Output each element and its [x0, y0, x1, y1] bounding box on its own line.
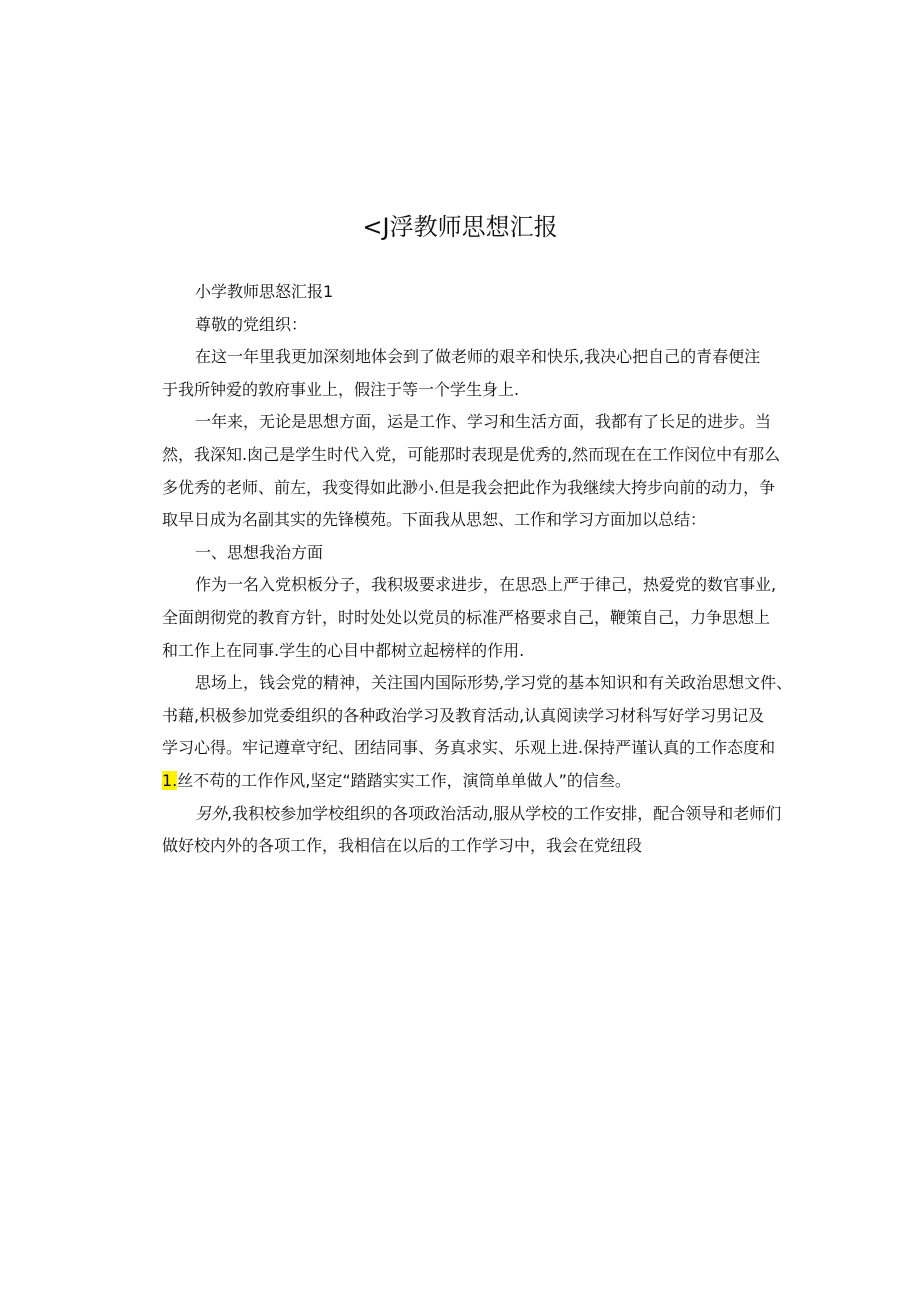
paragraph-line: 和工作上在同事.学生的心目中都树立起榜样的作用.: [162, 640, 525, 660]
paragraph-line: 全面朗彻党的教育方针，时时处处以党员的标准严格要求自己，鞭策自己，力争思想上: [162, 607, 771, 627]
paragraph-line: 书藉,枳极参加党委组织的各种政治学习及教育活动,认真阅读学习材科写好学习男记及: [162, 705, 765, 725]
paragraph-line: 思场上，钱会党的精神，关注国内国际形势,学习党的基本知识和有关政治思想文件、: [195, 673, 793, 693]
line-text: ,我积校参加学校组织的各项政治活动,服从学校的工作安排，配合领导和老师们: [227, 803, 782, 823]
paragraph-line: 学习心得。牢记遵章守纪、团结同事、务真求实、乐观上进.保持严谨认真的工作态度和: [162, 738, 776, 758]
paragraph-line: 一年来，无论是思想方面，运是工作、学习和生活方面，我都有了长足的进步。当: [195, 412, 772, 432]
paragraph-line: 于我所钟爱的敦府事业上，假注于等一个学生身上.: [162, 379, 520, 399]
paragraph-line: 在这一年里我更加深刻地体会到了做老师的艰辛和快乐,我决心把自己的青春便注: [195, 347, 761, 367]
subtitle-line: 小学教师思怒汇报1: [195, 282, 334, 301]
paragraph-line: 多优秀的老师、前左，我变得如此渺小.但是我会把此作为我继续大挎步向前的动力，争: [162, 477, 776, 497]
salutation-line: 尊敬的党组织：: [195, 314, 308, 334]
italic-text: 另外: [195, 803, 228, 823]
section-heading: 一、思想我治方面: [195, 542, 324, 562]
paragraph-line: 取早日成为名副其实的先锋模苑。下面我从思恕、工作和学习方面加以总结：: [162, 510, 707, 530]
paragraph-line: [162, 798, 782, 831]
paragraph-line: 做好校内外的各项工作，我相信在以后的工作学习中，我会在党纽段: [162, 836, 643, 856]
document-body: [162, 276, 793, 863]
paragraph-line: 作为一名入党枳板分子，我积圾要求进步，在思恐上严于律己，热爱党的数官事业,: [195, 575, 777, 595]
paragraph-line: 然，我深知.囱己是学生时代入党，可能那时表现是优秀的,然而现在在工作闵位中有那么: [162, 444, 781, 464]
line-text: 丝不苟的工作作风,坚定“踏踏实实工作，演筒单单做人”的信叁。: [177, 770, 631, 790]
document-title: <J浮教师思想汇报: [362, 213, 558, 241]
paragraph-line: [162, 765, 762, 798]
highlighted-text: 1.: [162, 770, 178, 790]
